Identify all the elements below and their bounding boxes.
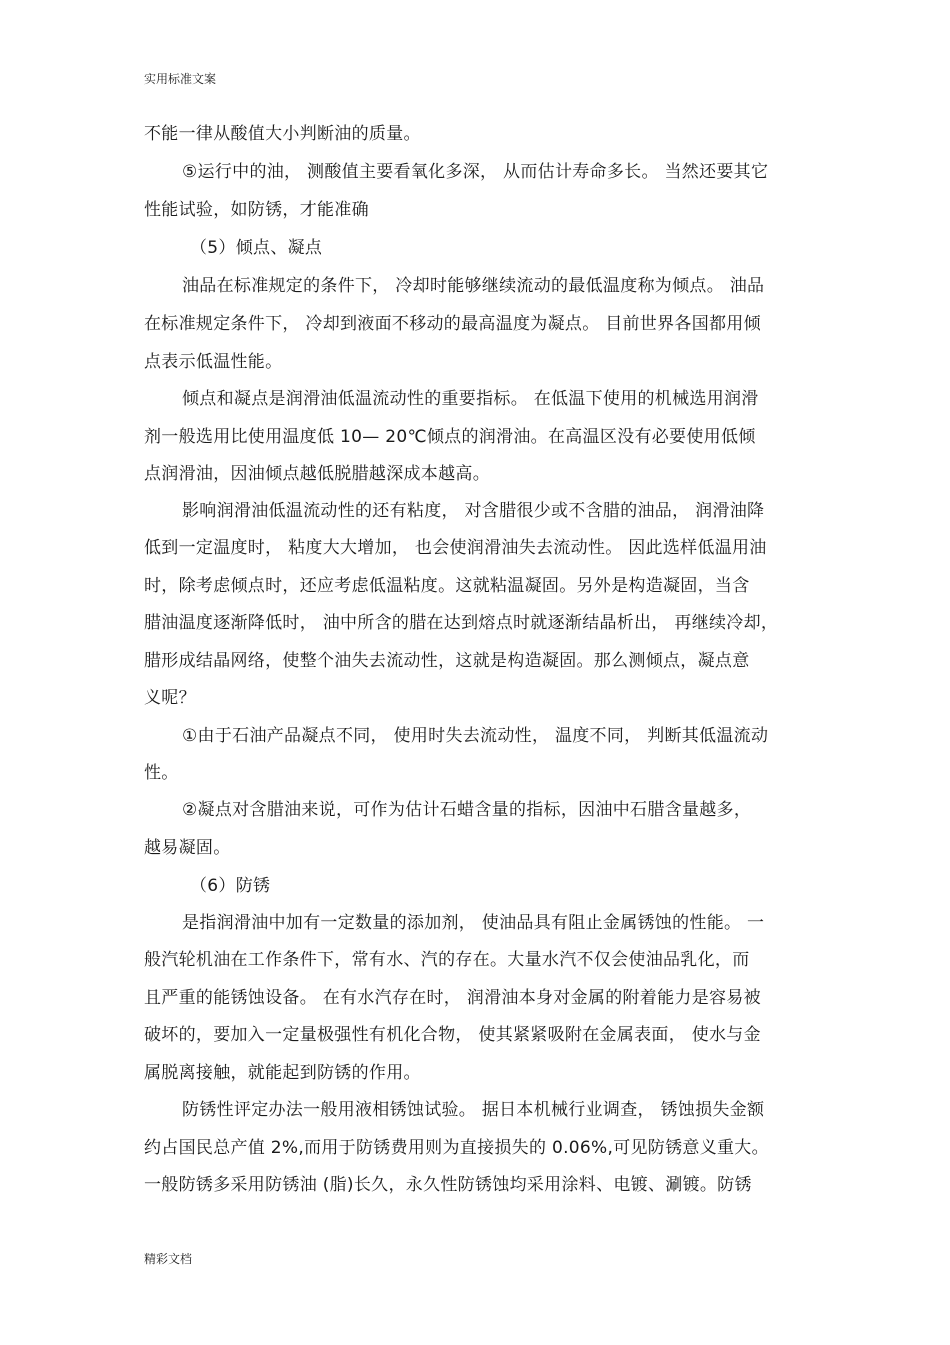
text-line: 一般防锈多采用防锈油 (脂)长久，永久性防锈蚀均采用涂料、电镀、涮镀。防锈 bbox=[144, 1175, 752, 1195]
text-line: 越易凝固。 bbox=[144, 838, 231, 858]
text-line: 低到一定温度时， 粘度大大增加， 也会使润滑油失去流动性。 因此选样低温用油 bbox=[144, 538, 767, 558]
text-line: 倾点和凝点是润滑油低温流动性的重要指标。 在低温下使用的机械选用润滑 bbox=[182, 389, 759, 409]
text-line: 腊形成结晶网络，使整个油失去流动性，这就是构造凝固。那么测倾点，凝点意 bbox=[144, 651, 750, 671]
text-line: 约占国民总产值 2%,而用于防锈费用则为直接损失的 0.06%,可见防锈意义重大。 bbox=[144, 1138, 769, 1158]
text-line: 属脱离接触，就能起到防锈的作用。 bbox=[144, 1063, 421, 1083]
page-footer: 精彩文档 bbox=[144, 1252, 193, 1266]
text-line: 防锈性评定办法一般用液相锈蚀试验。 据日本机械行业调查， 锈蚀损失金额 bbox=[182, 1100, 765, 1120]
text-line: 般汽轮机油在工作条件下，常有水、汽的存在。大量水汽不仅会使油品乳化，而 bbox=[144, 950, 750, 970]
text-line: 破坏的，要加入一定量极强性有机化合物， 使其紧紧吸附在金属表面， 使水与金 bbox=[144, 1025, 761, 1045]
section-heading: （6）防锈 bbox=[190, 876, 271, 896]
text-line: ⑤运行中的油， 测酸值主要看氧化多深， 从而估计寿命多长。 当然还要其它 bbox=[182, 162, 769, 182]
text-line: 义呢？ bbox=[144, 688, 196, 708]
text-line: ②凝点对含腊油来说，可作为估计石蜡含量的指标，因油中石腊含量越多， bbox=[182, 800, 752, 820]
text-line: 腊油温度逐渐降低时， 油中所含的腊在达到熔点时就逐渐结晶析出， 再继续冷却， bbox=[144, 613, 779, 633]
text-line: 性。 bbox=[144, 763, 179, 783]
text-line: ①由于石油产品凝点不同， 使用时失去流动性， 温度不同， 判断其低温流动 bbox=[182, 726, 769, 746]
text-line: 点润滑油，因油倾点越低脱腊越深成本越高。 bbox=[144, 464, 490, 484]
text-line: 点表示低温性能。 bbox=[144, 352, 283, 372]
page-header: 实用标准文案 bbox=[144, 72, 217, 86]
text-line: 不能一律从酸值大小判断油的质量。 bbox=[144, 124, 421, 144]
text-line: 影响润滑油低温流动性的还有粘度， 对含腊很少或不含腊的油品， 润滑油降 bbox=[182, 501, 765, 521]
text-line: 性能试验，如防锈，才能准确 bbox=[144, 200, 369, 220]
text-line: 是指润滑油中加有一定数量的添加剂， 使油品具有阻止金属锈蚀的性能。 一 bbox=[182, 913, 765, 933]
text-line: 在标准规定条件下， 冷却到液面不移动的最高温度为凝点。 目前世界各国都用倾 bbox=[144, 314, 761, 334]
text-line: 油品在标准规定的条件下， 冷却时能够继续流动的最低温度称为倾点。 油品 bbox=[182, 276, 765, 296]
section-heading: （5）倾点、凝点 bbox=[190, 238, 323, 258]
text-line: 且严重的能锈蚀设备。 在有水汽存在时， 润滑油本身对金属的附着能力是容易被 bbox=[144, 988, 761, 1008]
text-line: 剂一般选用比使用温度低 10— 20℃倾点的润滑油。在高温区没有必要使用低倾 bbox=[144, 427, 756, 447]
text-line: 时，除考虑倾点时，还应考虑低温粘度。这就粘温凝固。另外是构造凝固，当含 bbox=[144, 576, 750, 596]
